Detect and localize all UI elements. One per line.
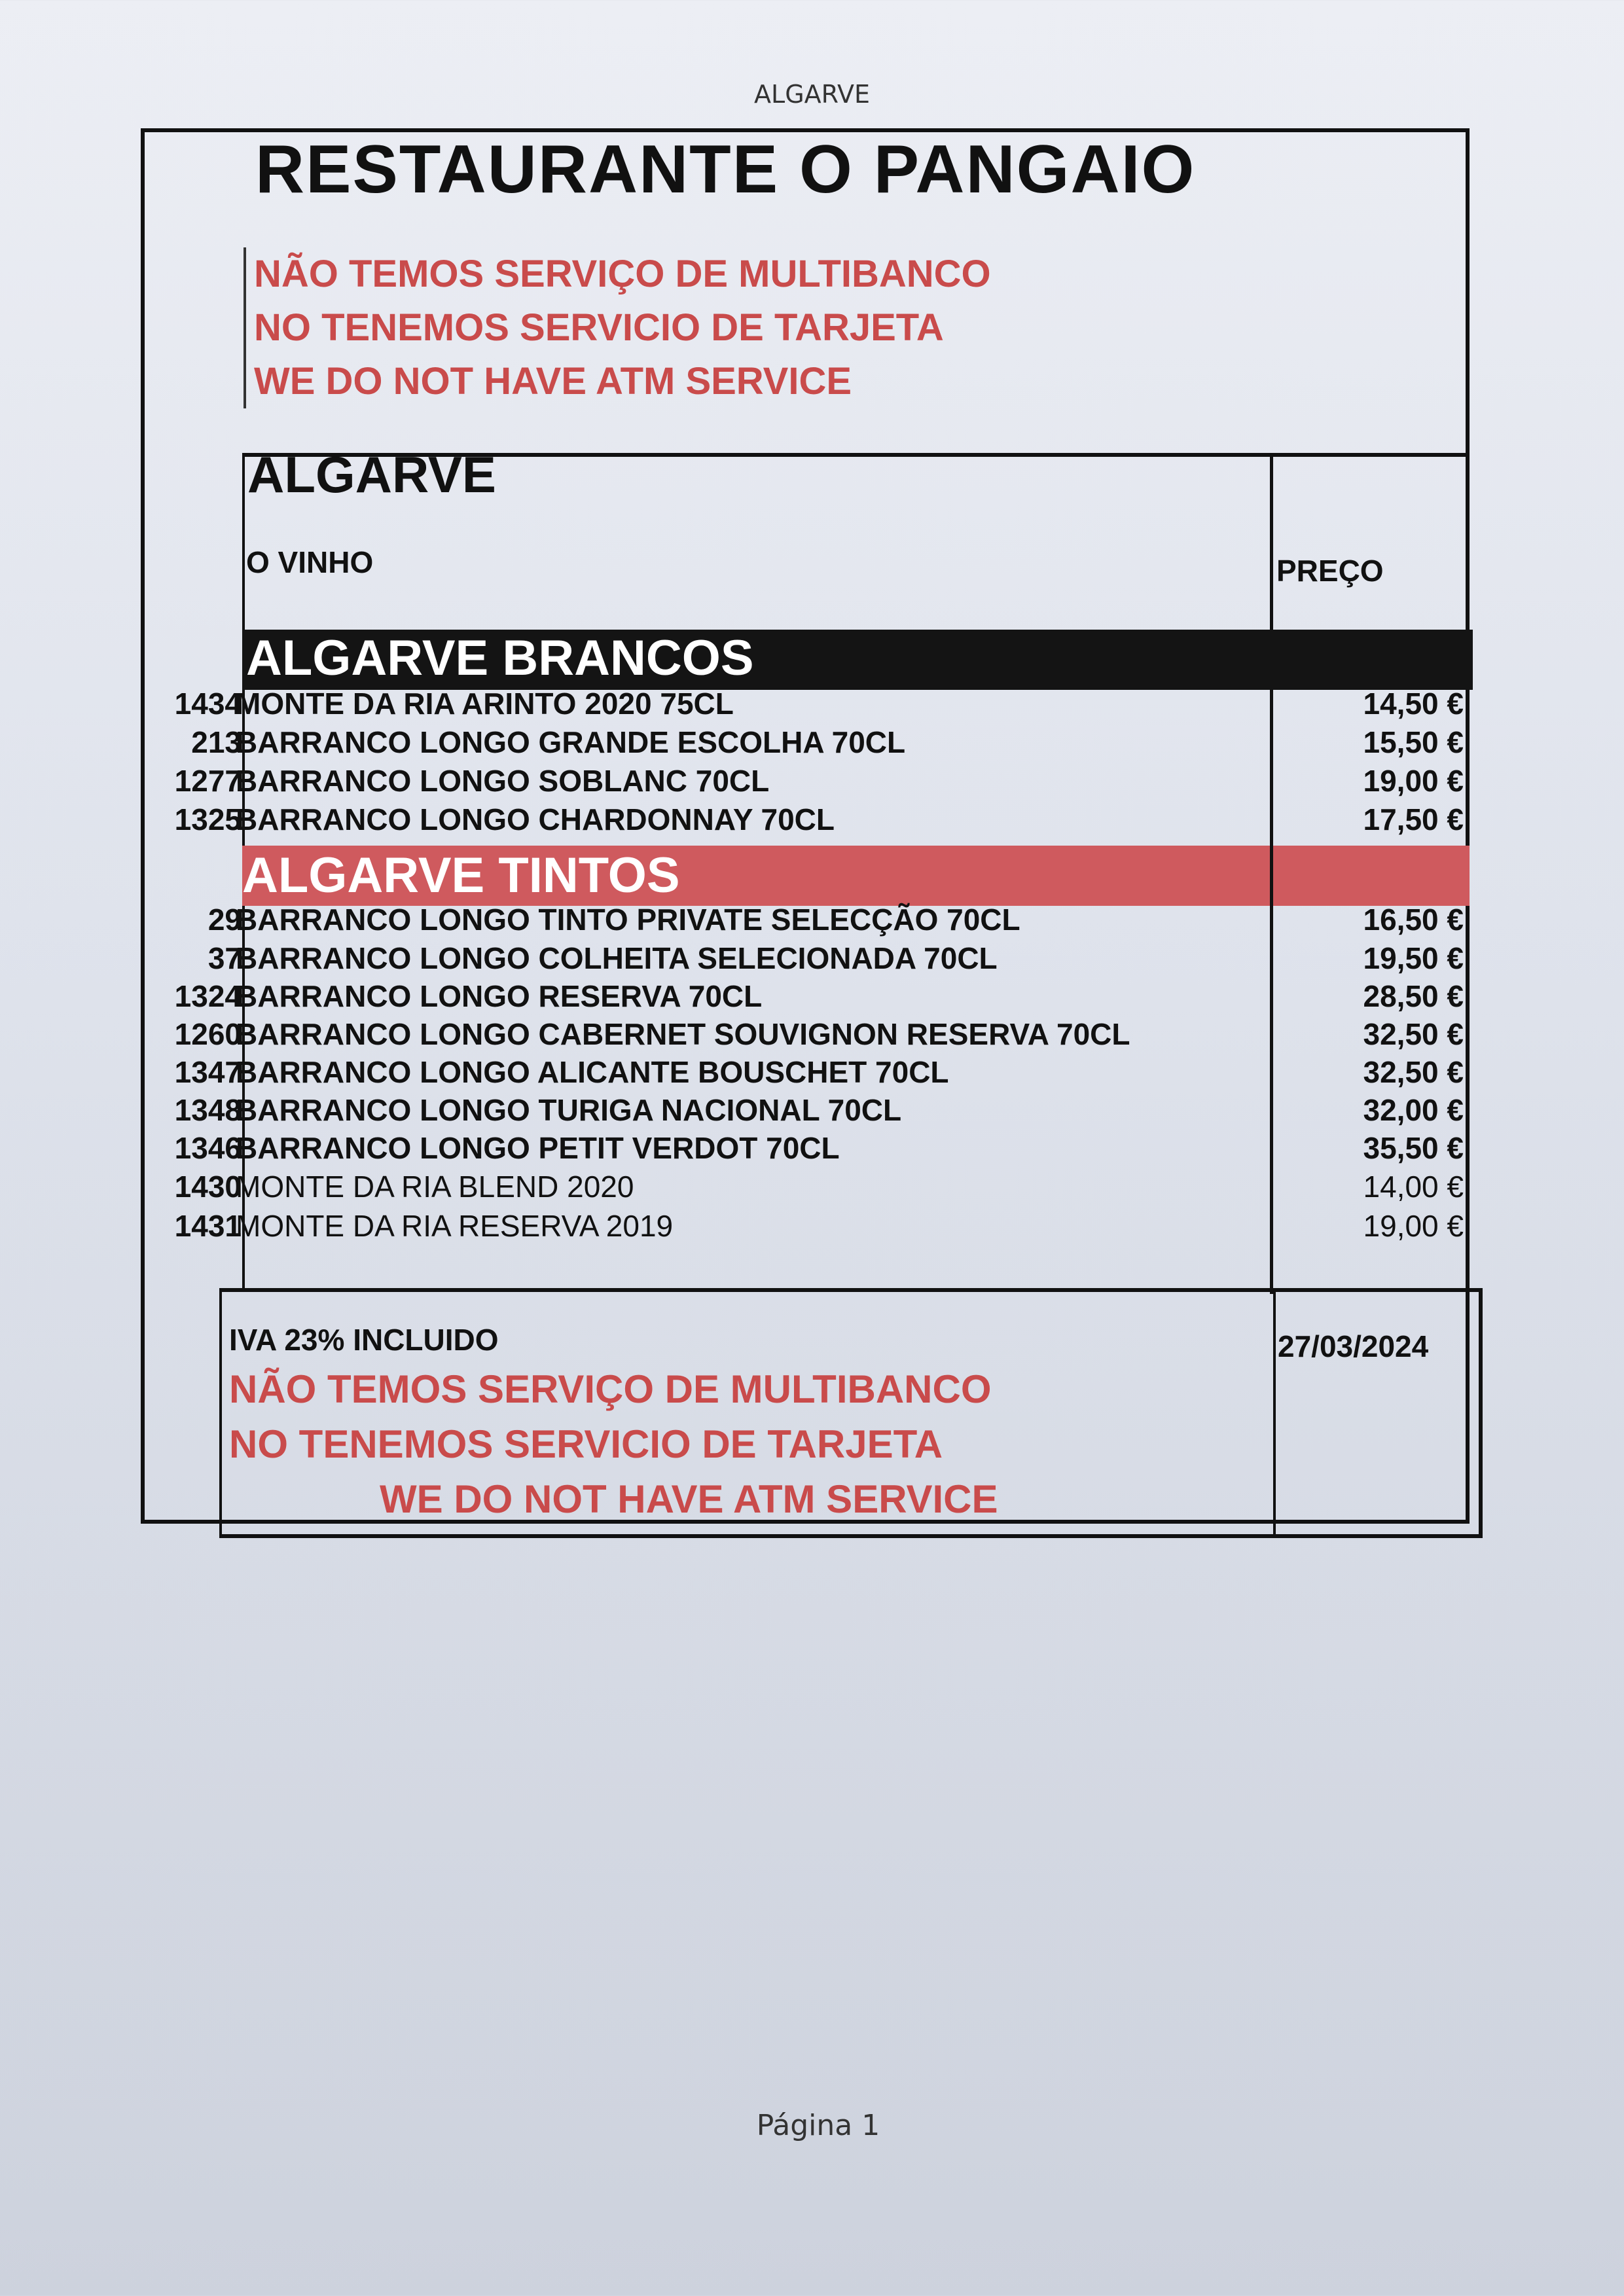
section-band-brancos xyxy=(242,630,1473,690)
wine-code: 1260 xyxy=(174,1017,242,1051)
wine-price: 19,50 € xyxy=(1363,941,1464,975)
wine-price: 19,00 € xyxy=(1363,1209,1464,1243)
wine-price: 32,50 € xyxy=(1363,1017,1464,1051)
wine-code: 1277 xyxy=(174,764,242,798)
vat-note: IVA 23% INCLUIDO xyxy=(229,1323,499,1357)
footer-notice-es: NO TENEMOS SERVICIO DE TARJETA xyxy=(229,1422,943,1466)
wine-column-header: O VINHO xyxy=(246,545,374,579)
wine-name: BARRANCO LONGO CHARDONNAY 70CL xyxy=(236,802,835,836)
footer-notice-en: WE DO NOT HAVE ATM SERVICE xyxy=(380,1477,998,1521)
wine-name: MONTE DA RIA ARINTO 2020 75CL xyxy=(236,687,734,721)
restaurant-title: RESTAURANTE O PANGAIO xyxy=(255,132,1196,207)
wine-price: 28,50 € xyxy=(1363,979,1464,1013)
section-band-tintos xyxy=(242,846,1270,906)
page-header: ALGARVE xyxy=(754,80,870,109)
wine-name: MONTE DA RIA BLEND 2020 xyxy=(236,1170,634,1204)
wine-row xyxy=(0,725,1624,762)
wine-row xyxy=(0,763,1624,801)
wine-price: 16,50 € xyxy=(1363,903,1464,937)
wine-name: BARRANCO LONGO PETIT VERDOT 70CL xyxy=(236,1131,840,1165)
wine-row xyxy=(0,1016,1624,1054)
wine-row xyxy=(0,1054,1624,1092)
section-label-tintos: ALGARVE TINTOS xyxy=(242,848,680,903)
wine-price: 19,00 € xyxy=(1363,764,1464,798)
wine-row xyxy=(0,941,1624,978)
notice-line-pt: NÃO TEMOS SERVIÇO DE MULTIBANCO xyxy=(254,253,991,295)
notice-line-en: WE DO NOT HAVE ATM SERVICE xyxy=(254,360,852,403)
page-number: Página 1 xyxy=(756,2109,880,2142)
wine-row xyxy=(0,1092,1624,1130)
wine-price: 17,50 € xyxy=(1363,802,1464,836)
notice-line-es: NO TENEMOS SERVICIO DE TARJETA xyxy=(254,306,944,349)
wine-code: 1348 xyxy=(174,1093,242,1127)
wine-code: 1346 xyxy=(174,1131,242,1165)
wine-price: 14,00 € xyxy=(1363,1170,1464,1204)
wine-name: BARRANCO LONGO COLHEITA SELECIONADA 70CL xyxy=(236,941,998,975)
section-band-tintos-price xyxy=(1273,846,1470,906)
wine-code: 1430 xyxy=(174,1170,242,1204)
footer-column-divider xyxy=(1273,1288,1276,1538)
wine-row xyxy=(0,802,1624,840)
wine-price: 32,00 € xyxy=(1363,1093,1464,1127)
wine-price: 14,50 € xyxy=(1363,687,1464,721)
wine-row xyxy=(0,1169,1624,1207)
wine-price: 35,50 € xyxy=(1363,1131,1464,1165)
wine-row xyxy=(0,1130,1624,1168)
wine-code: 213 xyxy=(191,725,242,759)
wine-price: 32,50 € xyxy=(1363,1055,1464,1089)
wine-code: 1434 xyxy=(174,687,242,721)
wine-name: BARRANCO LONGO TURIGA NACIONAL 70CL xyxy=(236,1093,902,1127)
menu-date: 27/03/2024 xyxy=(1278,1329,1429,1363)
wine-name: BARRANCO LONGO GRANDE ESCOLHA 70CL xyxy=(236,725,906,759)
payment-notice xyxy=(244,247,991,408)
wine-name: BARRANCO LONGO ALICANTE BOUSCHET 70CL xyxy=(236,1055,949,1089)
wine-name: MONTE DA RIA RESERVA 2019 xyxy=(236,1209,674,1243)
wine-code: 37 xyxy=(208,941,242,975)
wine-row xyxy=(0,686,1624,724)
wine-code: 1325 xyxy=(174,802,242,836)
wine-code: 1324 xyxy=(174,979,242,1013)
wine-price: 15,50 € xyxy=(1363,725,1464,759)
wine-code: 1431 xyxy=(174,1209,242,1243)
section-label-brancos: ALGARVE BRANCOS xyxy=(246,630,754,686)
wine-name: BARRANCO LONGO TINTO PRIVATE SELECÇÃO 70CL xyxy=(236,903,1020,937)
footer-notice-pt: NÃO TEMOS SERVIÇO DE MULTIBANCO xyxy=(229,1367,992,1411)
price-column-header: PREÇO xyxy=(1276,554,1384,588)
wine-name: BARRANCO LONGO CABERNET SOUVIGNON RESERVA 70CL xyxy=(236,1017,1130,1051)
wine-row xyxy=(0,1208,1624,1246)
wine-code: 1347 xyxy=(174,1055,242,1089)
wine-row xyxy=(0,902,1624,940)
wine-row xyxy=(0,978,1624,1016)
wine-name: BARRANCO LONGO SOBLANC 70CL xyxy=(236,764,770,798)
wine-name: BARRANCO LONGO RESERVA 70CL xyxy=(236,979,763,1013)
wine-code: 29 xyxy=(208,903,242,937)
region-heading: ALGARVE xyxy=(247,446,496,503)
